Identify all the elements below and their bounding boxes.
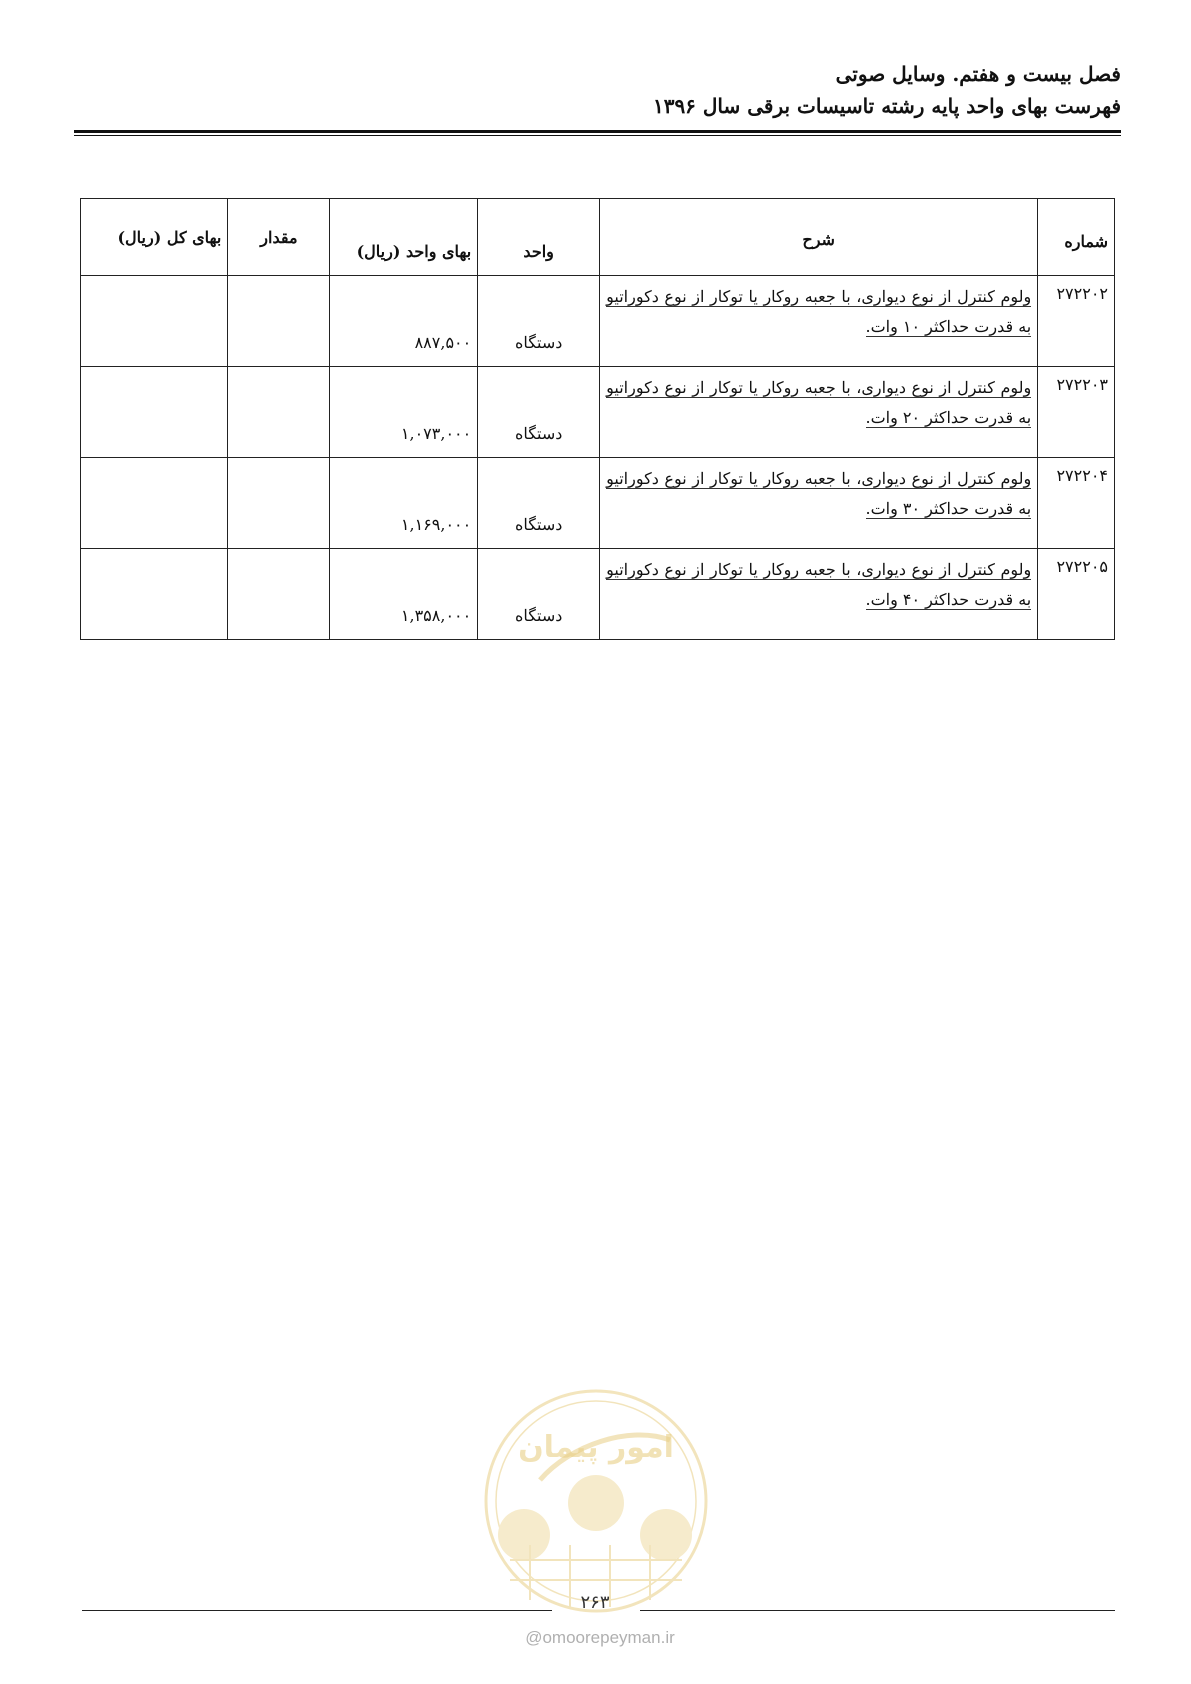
item-unit: دستگاه [478,367,600,458]
item-quantity [228,367,330,458]
column-header-total-price: بهای کل (ریال) [81,199,228,276]
header-divider [74,130,1121,133]
gear-icon [568,1475,624,1531]
item-unit: دستگاه [478,549,600,640]
table-row [81,549,1115,640]
column-header-unit-price: بهای واحد (ریال) [330,199,478,276]
column-header-quantity: مقدار [228,199,330,276]
column-header-number: شماره [1038,199,1115,276]
item-unit-price: ۱,۰۷۳,۰۰۰ [330,367,478,458]
item-description: ولوم کنترل از نوع دیواری، با جعبه روکار یا توکار از نوع دکوراتیو به قدرت حداکثر ۱۰ وات. [600,276,1038,367]
item-quantity [228,458,330,549]
page-number: ۲۶۳ [580,1592,610,1613]
item-unit: دستگاه [478,276,600,367]
table-row [81,276,1115,367]
item-quantity [228,276,330,367]
watermark-text: امور پیمان [518,1430,674,1465]
item-unit-price: ۱,۱۶۹,۰۰۰ [330,458,478,549]
item-description: ولوم کنترل از نوع دیواری، با جعبه روکار یا توکار از نوع دکوراتیو به قدرت حداکثر ۴۰ وات. [600,549,1038,640]
item-total-price [81,458,228,549]
table-row [81,367,1115,458]
table-header-row [81,199,1115,276]
header-divider-thin [74,135,1121,136]
gear-icon [640,1509,692,1561]
item-total-price [81,367,228,458]
item-number: ۲۷۲۲۰۳ [1038,367,1115,458]
column-header-description: شرح [600,199,1038,276]
column-header-unit: واحد [478,199,600,276]
page-header [61,58,1121,122]
item-description: ولوم کنترل از نوع دیواری، با جعبه روکار یا توکار از نوع دکوراتیو به قدرت حداکثر ۳۰ وات. [600,458,1038,549]
price-table [80,198,1115,640]
item-unit-price: ۱,۳۵۸,۰۰۰ [330,549,478,640]
item-total-price [81,276,228,367]
document-title: فهرست بهای واحد پایه رشته تاسیسات برقی سال ۱۳۹۶ [652,94,1121,118]
table-row [81,458,1115,549]
item-unit-price: ۸۸۷,۵۰۰ [330,276,478,367]
item-description: ولوم کنترل از نوع دیواری، با جعبه روکار یا توکار از نوع دکوراتیو به قدرت حداکثر ۲۰ وات. [600,367,1038,458]
watermark-seal [480,1385,712,1617]
gear-icon [498,1509,550,1561]
chapter-title: فصل بیست و هفتم. وسایل صوتی [835,62,1121,86]
footer-divider-left [82,1610,552,1611]
footer-divider-right [640,1610,1115,1611]
item-unit: دستگاه [478,458,600,549]
item-number: ۲۷۲۲۰۲ [1038,276,1115,367]
item-number: ۲۷۲۲۰۵ [1038,549,1115,640]
item-total-price [81,549,228,640]
item-quantity [228,549,330,640]
item-number: ۲۷۲۲۰۴ [1038,458,1115,549]
site-watermark: @omoorepeyman.ir [525,1628,675,1647]
